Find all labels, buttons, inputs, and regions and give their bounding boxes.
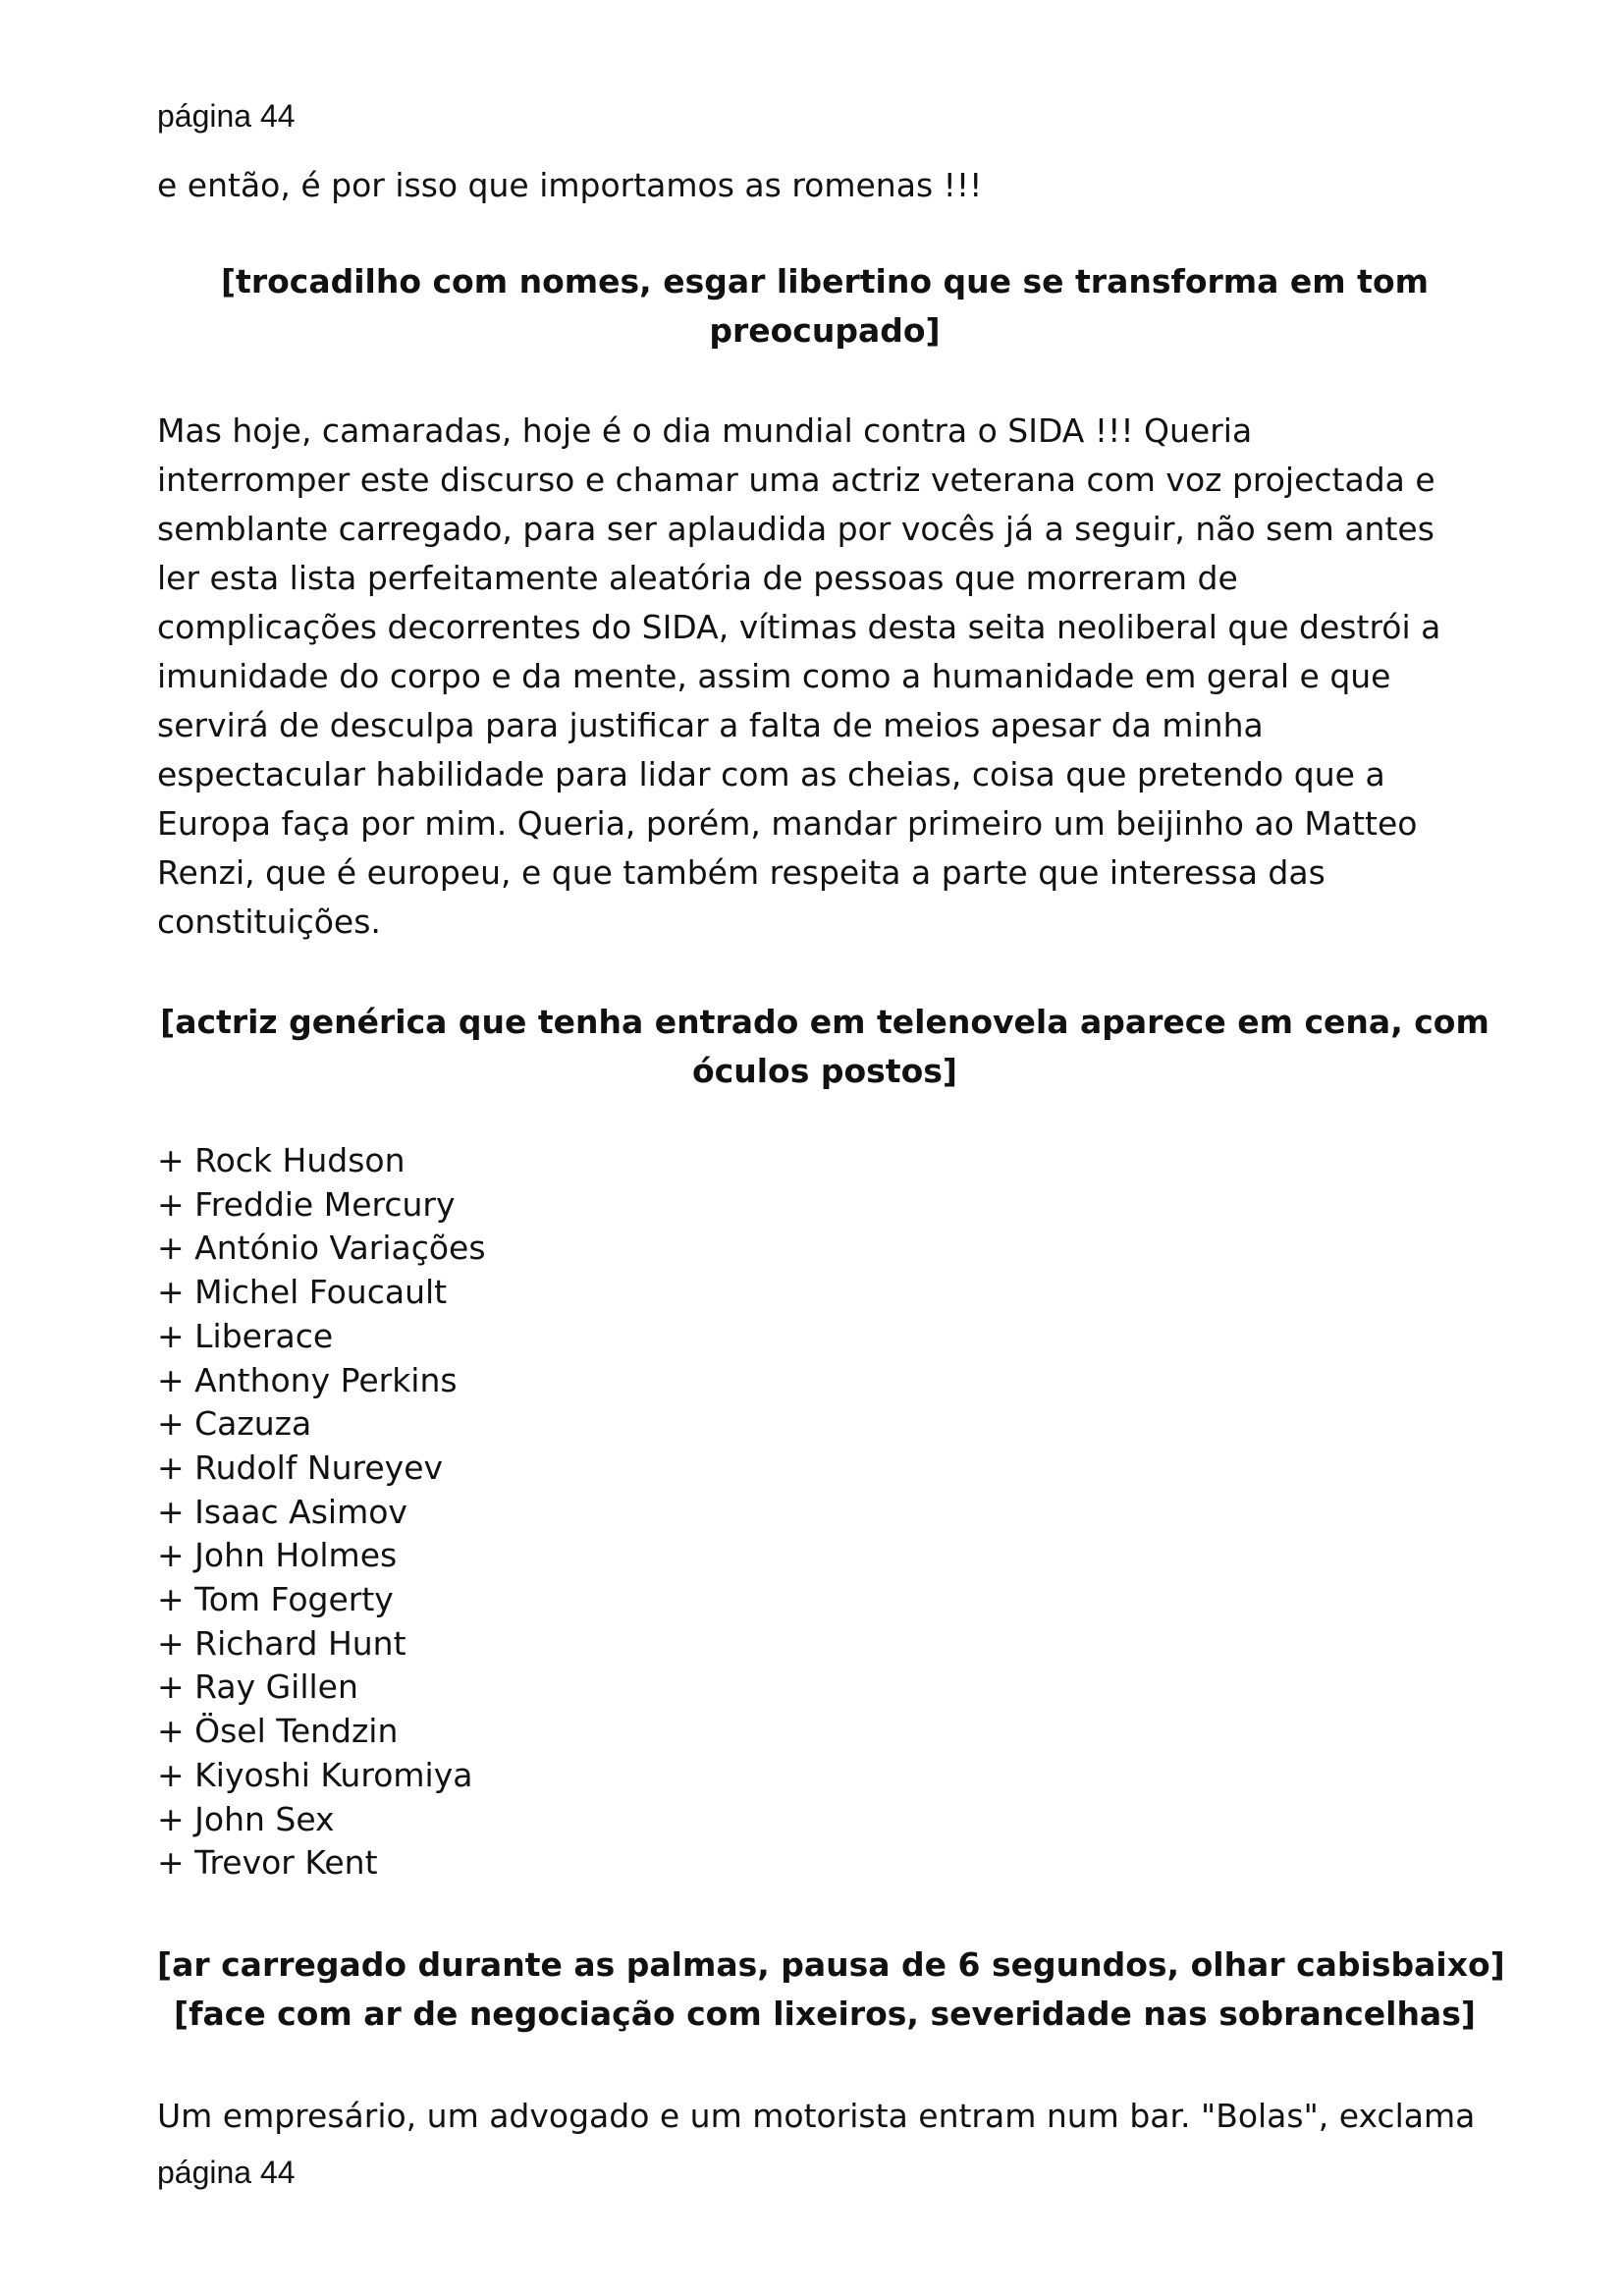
paragraph-line: imunidade do corpo e da mente, assim como a humanidade em geral e que — [157, 657, 1391, 695]
list-item: + John Holmes — [157, 1536, 398, 1575]
stage-direction-line: preocupado] — [709, 311, 941, 350]
list-item: + Freddie Mercury — [157, 1184, 456, 1224]
paragraph-line: Renzi, que é europeu, e que também respeita a parte que interessa das — [157, 853, 1325, 892]
stage-direction-line: [face com ar de negociação com lixeiros, severidade nas sobrancelhas] — [174, 1995, 1476, 2033]
paragraph-line: Mas hoje, camaradas, hoje é o dia mundial contra o SIDA !!! Queria — [157, 411, 1253, 450]
list-item: + Isaac Asimov — [157, 1492, 407, 1531]
page-number-top: página 44 — [157, 98, 296, 134]
stage-direction-line: óculos postos] — [692, 1052, 957, 1090]
main-paragraph — [157, 407, 1492, 947]
closing-line — [157, 2092, 1492, 2141]
text-line: Um empresário, um advogado e um motorista entram num bar. "Bolas", exclama — [157, 2097, 1476, 2135]
paragraph-line: interromper este discurso e chamar uma actriz veterana com voz projectada e — [157, 461, 1435, 499]
list-item: + Tom Fogerty — [157, 1580, 394, 1619]
page-number-bottom: página 44 — [157, 2155, 296, 2190]
paragraph-line: ler esta lista perfeitamente aleatória de pessoas que morreram de — [157, 559, 1238, 597]
stage-direction-applause-pause — [157, 1941, 1505, 2039]
list-item: + Richard Hunt — [157, 1623, 406, 1663]
stage-direction-name-pun — [157, 257, 1492, 355]
list-item: + John Sex — [157, 1799, 335, 1838]
text-line: e então, é por isso que importamos as romenas !!! — [157, 166, 983, 204]
list-item: + Michel Foucault — [157, 1273, 448, 1312]
list-item: + Anthony Perkins — [157, 1360, 458, 1399]
list-item: + Rudolf Nureyev — [157, 1448, 444, 1487]
list-item: + António Variações — [157, 1229, 486, 1268]
paragraph-line: espectacular habilidade para lidar com as cheias, coisa que pretendo que a — [157, 755, 1385, 793]
list-item: + Cazuza — [157, 1404, 312, 1444]
list-item: + Trevor Kent — [157, 1843, 378, 1883]
stage-direction-line: [ar carregado durante as palmas, pausa de 6 segundos, olhar cabisbaixo] — [157, 1945, 1505, 1984]
list-item: + Rock Hudson — [157, 1141, 406, 1179]
stage-direction-line: [actriz genérica que tenha entrado em telenovela aparece em cena, com — [160, 1003, 1489, 1041]
names-list — [157, 1139, 486, 1886]
paragraph-line: Europa faça por mim. Queria, porém, mandar primeiro um beijinho ao Matteo — [157, 804, 1418, 843]
list-item: + Kiyoshi Kuromiya — [157, 1755, 473, 1794]
stage-direction-actress-enters — [157, 998, 1492, 1096]
paragraph-line: complicações decorrentes do SIDA, vítimas desta seita neoliberal que destrói a — [157, 608, 1441, 646]
paragraph-line: constituições. — [157, 902, 381, 941]
list-item: + Liberace — [157, 1316, 334, 1355]
list-item: + Ray Gillen — [157, 1667, 358, 1707]
paragraph-line: servirá de desculpa para justificar a falta de meios apesar da minha — [157, 706, 1264, 744]
list-item: + Ösel Tendzin — [157, 1712, 399, 1751]
stage-direction-line: [trocadilho com nomes, esgar libertino que se transforma em tom — [220, 262, 1430, 301]
intro-line — [157, 161, 1492, 210]
paragraph-line: semblante carregado, para ser aplaudida por vocês já a seguir, não sem antes — [157, 510, 1434, 548]
